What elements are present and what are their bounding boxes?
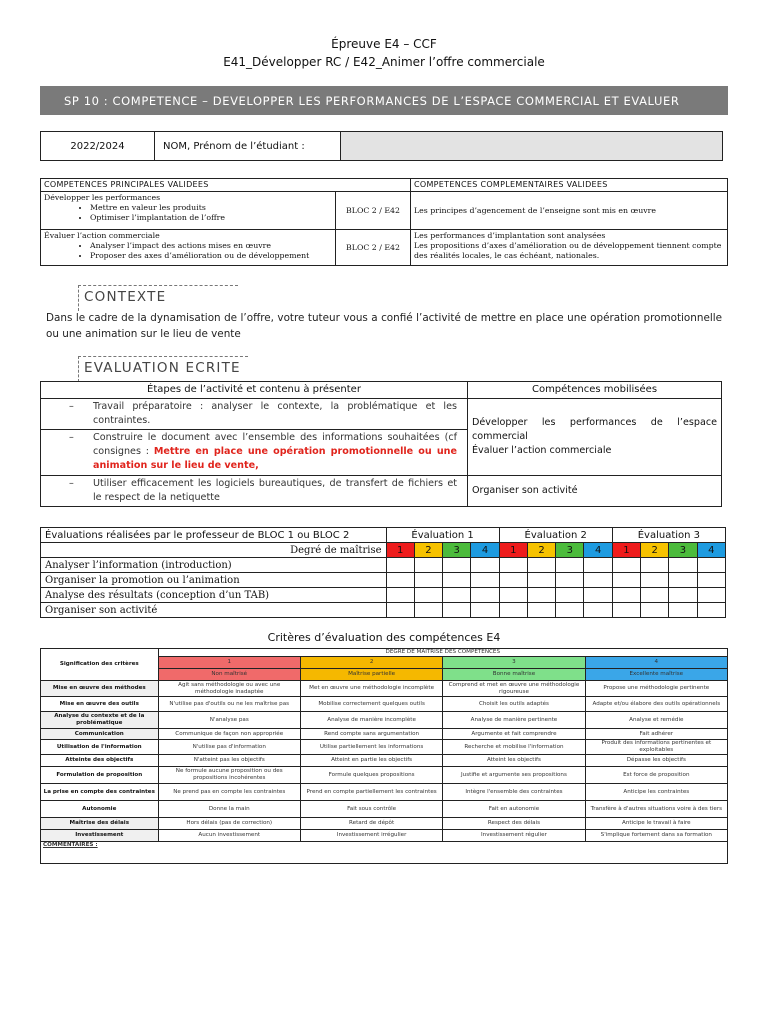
criterion-level-3-description: Investissement régulier (443, 830, 585, 842)
criterion-name: Maîtrise des délais (41, 818, 159, 830)
criterion-level-3-description: Analyse de manière pertinente (443, 712, 585, 729)
criteria-grid-row (41, 729, 728, 740)
grid-level-label: Bonne maîtrise (443, 669, 585, 681)
step-highlight: Mettre en place une opération promotionnelle ou une animation sur le lieu de vente, (93, 446, 457, 471)
criterion-name: Formulation de proposition (41, 767, 159, 784)
criterion-level-3-description: Respect des délais (443, 818, 585, 830)
score-cell[interactable] (414, 588, 442, 603)
level-3-cell: 3 (556, 543, 584, 558)
complement-text: Les performances d’implantation sont analysées (414, 231, 606, 240)
score-cell[interactable] (499, 603, 527, 618)
steps-header: Étapes de l’activité et contenu à présenter (41, 382, 468, 399)
criterion-level-1-description: Hors délais (pas de correction) (158, 818, 300, 830)
criterion-level-4-description: Anticipe les contraintes (585, 784, 727, 801)
criterion-level-2-description: Analyse de manière incomplète (300, 712, 442, 729)
score-cell[interactable] (669, 588, 697, 603)
criterion-level-2-description: Atteint en partie les objectifs (300, 755, 442, 767)
level-2-cell: 2 (641, 543, 669, 558)
score-cell[interactable] (697, 603, 725, 618)
level-1-cell: 1 (612, 543, 640, 558)
criterion-label: Organiser la promotion ou l’animation (41, 573, 387, 588)
criterion-name: Atteinte des objectifs (41, 755, 159, 767)
exam-subtitle: E41_Développer RC / E42_Animer l’offre commerciale (223, 55, 545, 69)
competence-mobilisee: Développer les performances de l’espace commercial (472, 417, 717, 442)
level-4-cell: 4 (584, 543, 612, 558)
competence-item: • Proposer des axes d’amélioration ou de développement (90, 251, 332, 261)
score-cell[interactable] (697, 588, 725, 603)
score-cell[interactable] (414, 558, 442, 573)
criterion-level-1-description: Agit sans méthodologie ou avec une méthodologie inadaptée (158, 681, 300, 697)
criteria-grid-body (41, 681, 728, 842)
criterion-level-4-description: Anticipe le travail à faire (585, 818, 727, 830)
score-cell[interactable] (414, 603, 442, 618)
score-cell[interactable] (471, 603, 499, 618)
competences-mobilisees-header: Compétences mobilisées (468, 382, 722, 399)
competence-list (44, 241, 332, 261)
criteria-grid-row (41, 697, 728, 712)
criterion-level-3-description: Argumente et fait comprendre (443, 729, 585, 740)
score-cell[interactable] (527, 573, 555, 588)
signification-label: Signification des critères (41, 649, 159, 681)
criterion-level-2-description: Mobilise correctement quelques outils (300, 697, 442, 712)
competence-title: Développer les performances (44, 193, 161, 202)
criterion-level-4-description: Dépasse les objectifs (585, 755, 727, 767)
criterion-level-2-description: Rend compte sans argumentation (300, 729, 442, 740)
step-text: Utiliser efficacement les logiciels bureautiques, de transfert de fichiers et le respect de la netiquette (93, 478, 457, 503)
grid-level-number: 3 (443, 657, 585, 669)
level-3-cell: 3 (669, 543, 697, 558)
criterion-level-4-description: Analyse et remédie (585, 712, 727, 729)
competence-mobilisee: Organiser son activité (468, 476, 722, 507)
competence-list (44, 203, 332, 223)
degree-header: DEGRE DE MAITRISE DES COMPETENCES (158, 649, 727, 657)
score-cell[interactable] (584, 603, 612, 618)
score-cell[interactable] (584, 588, 612, 603)
criterion-level-1-description: Ne prend pas en compte les contraintes (158, 784, 300, 801)
criterion-level-3-description: Justifie et argumente ses propositions (443, 767, 585, 784)
criterion-level-2-description: Met en œuvre une méthodologie incomplète (300, 681, 442, 697)
criterion-level-2-description: Formule quelques propositions (300, 767, 442, 784)
criterion-level-3-description: Atteint les objectifs (443, 755, 585, 767)
criteria-grid-row (41, 681, 728, 697)
criterion-level-2-description: Fait sous contrôle (300, 801, 442, 818)
criterion-level-2-description: Prend en compte partiellement les contraintes (300, 784, 442, 801)
professor-evaluations-table (40, 527, 726, 618)
score-cell[interactable] (641, 573, 669, 588)
main-competences-header: COMPETENCES PRINCIPALES VALIDEES (41, 179, 411, 192)
criterion-level-3-description: Choisit les outils adaptés (443, 697, 585, 712)
score-cell[interactable] (499, 573, 527, 588)
score-cell[interactable] (556, 558, 584, 573)
criterion-level-4-description: Produit des informations pertinentes et exploitables (585, 740, 727, 755)
competence-cell (41, 192, 336, 230)
score-cell[interactable] (414, 573, 442, 588)
criterion-label: Organiser son activité (41, 603, 387, 618)
criteria-grid-row (41, 784, 728, 801)
criterion-name: Analyse du contexte et de la problématique (41, 712, 159, 729)
criterion-level-4-description: Est force de proposition (585, 767, 727, 784)
criterion-level-1-description: Communique de façon non appropriée (158, 729, 300, 740)
score-cell[interactable] (499, 588, 527, 603)
level-4-cell: 4 (471, 543, 499, 558)
score-cell[interactable] (641, 588, 669, 603)
dash-bullet: – (69, 478, 74, 489)
level-1-cell: 1 (386, 543, 414, 558)
complement-text: Les propositions d’axes d’amélioration ou de développement tiennent compte des réalités locales, le cas échéant, nationales. (414, 241, 722, 260)
score-cell[interactable] (669, 558, 697, 573)
criterion-level-3-description: Recherche et mobilise l'information (443, 740, 585, 755)
evaluation-ecrite-title: EVALUATION ECRITE (84, 360, 241, 376)
criterion-level-4-description: S'implique fortement dans sa formation (585, 830, 727, 842)
grid-level-number: 2 (300, 657, 442, 669)
criterion-level-2-description: Retard de dépôt (300, 818, 442, 830)
score-cell[interactable] (556, 603, 584, 618)
criterion-name: Autonomie (41, 801, 159, 818)
score-cell[interactable] (669, 573, 697, 588)
score-cell[interactable] (584, 558, 612, 573)
competence-banner (40, 86, 728, 115)
criteria-grid-row (41, 801, 728, 818)
evaluation-3-header: Évaluation 3 (612, 528, 725, 543)
score-cell[interactable] (443, 603, 471, 618)
score-cell[interactable] (612, 558, 640, 573)
complementary-competences-header: COMPETENCES COMPLEMENTAIRES VALIDEES (411, 179, 728, 192)
score-cell[interactable] (556, 588, 584, 603)
student-name-field[interactable] (341, 132, 723, 161)
level-2-cell: 2 (414, 543, 442, 558)
criteria-grid-row (41, 755, 728, 767)
step-row (41, 430, 468, 476)
criteria-grid-row (41, 712, 728, 729)
grid-level-label: Maîtrise partielle (300, 669, 442, 681)
criteria-grid-row (41, 818, 728, 830)
criterion-level-1-description: N'utilise pas d'outils ou ne les maîtrise pas (158, 697, 300, 712)
evaluation-ecrite-table (40, 381, 722, 507)
score-cell[interactable] (612, 573, 640, 588)
score-cell[interactable] (584, 573, 612, 588)
evaluation-1-header: Évaluation 1 (386, 528, 499, 543)
grid-level-label: Non maîtrisé (158, 669, 300, 681)
criterion-level-4-description: Propose une méthodologie pertinente (585, 681, 727, 697)
score-cell[interactable] (386, 573, 414, 588)
criterion-label: Analyser l’information (introduction) (41, 558, 387, 573)
step-text: Construire le document avec l’ensemble des informations souhaitées (cf consignes : (93, 432, 457, 457)
score-cell[interactable] (697, 573, 725, 588)
contexte-title: CONTEXTE (84, 289, 167, 305)
score-cell[interactable] (386, 588, 414, 603)
criteria-grid (40, 648, 728, 864)
criterion-level-4-description: Fait adhérer (585, 729, 727, 740)
criterion-level-2-description: Investissement irrégulier (300, 830, 442, 842)
competence-cell (41, 230, 336, 266)
criterion-name: Mise en œuvre des outils (41, 697, 159, 712)
score-cell[interactable] (443, 588, 471, 603)
criteria-grid-row (41, 830, 728, 842)
criterion-level-3-description: Intègre l'ensemble des contraintes (443, 784, 585, 801)
degree-label: Degré de maîtrise (283, 543, 386, 558)
score-cell[interactable] (443, 573, 471, 588)
bloc-label: BLOC 2 / E42 (336, 192, 411, 230)
score-cell[interactable] (556, 573, 584, 588)
score-cell[interactable] (669, 603, 697, 618)
criterion-name: Mise en œuvre des méthodes (41, 681, 159, 697)
bloc-label: BLOC 2 / E42 (336, 230, 411, 266)
criterion-level-1-description: Ne formule aucune proposition ou des propositions incohérentes (158, 767, 300, 784)
complement-cell (411, 230, 728, 266)
identity-table (40, 131, 723, 161)
criterion-name: Utilisation de l'information (41, 740, 159, 755)
dash-bullet: – (69, 432, 74, 443)
exam-title: Épreuve E4 – CCF (331, 37, 437, 51)
criterion-level-2-description: Utilise partiellement les informations (300, 740, 442, 755)
criterion-level-1-description: N'atteint pas les objectifs (158, 755, 300, 767)
competences-cell (468, 399, 722, 476)
contexte-text: Dans le cadre de la dynamisation de l’offre, votre tuteur vous a confié l’activité de mettre en place une opération promotionnelle ou une animation sur le lieu de vente (46, 312, 722, 340)
grid-level-number: 4 (585, 657, 727, 669)
school-year: 2022/2024 (41, 132, 155, 161)
criterion-label: Analyse des résultats (conception d’un TAB) (41, 588, 387, 603)
level-2-cell: 2 (527, 543, 555, 558)
banner-text: SP 10 : COMPETENCE – DEVELOPPER LES PERFORMANCES DE L’ESPACE COMMERCIAL ET EVALUER (64, 93, 680, 108)
criteria-grid-row (41, 740, 728, 755)
score-cell[interactable] (471, 573, 499, 588)
score-cell[interactable] (471, 588, 499, 603)
evaluations-title: Évaluations réalisées par le professeur de BLOC 1 ou BLOC 2 (41, 528, 387, 543)
criterion-name: La prise en compte des contraintes (41, 784, 159, 801)
criterion-level-4-description: Adapte et/ou élabore des outils opérationnels (585, 697, 727, 712)
complement-text: Les principes d’agencement de l’enseigne sont mis en œuvre (414, 205, 657, 215)
grid-level-number: 1 (158, 657, 300, 669)
score-cell[interactable] (612, 588, 640, 603)
score-cell[interactable] (612, 603, 640, 618)
step-row (41, 476, 468, 507)
criterion-level-1-description: Aucun investissement (158, 830, 300, 842)
competence-item: • Mettre en valeur les produits (90, 203, 332, 213)
competence-mobilisee: Évaluer l’action commerciale (472, 445, 612, 456)
competences-table (40, 178, 728, 266)
criterion-level-3-description: Comprend et met en œuvre une méthodologie rigoureuse (443, 681, 585, 697)
criteria-grid-title: Critères d’évaluation des compétences E4 (267, 631, 501, 644)
dash-bullet: – (69, 401, 74, 412)
level-1-cell: 1 (499, 543, 527, 558)
student-name-label: NOM, Prénom de l’étudiant : (155, 132, 341, 161)
score-cell[interactable] (499, 558, 527, 573)
criterion-level-1-description: N'utilise pas d'information (158, 740, 300, 755)
score-cell[interactable] (641, 558, 669, 573)
score-cell[interactable] (641, 603, 669, 618)
competence-item: • Analyser l’impact des actions mises en œuvre (90, 241, 332, 251)
score-cell[interactable] (386, 603, 414, 618)
level-3-cell: 3 (443, 543, 471, 558)
complement-cell (411, 192, 728, 230)
competence-title: Évaluer l’action commerciale (44, 231, 160, 240)
spacer (41, 543, 283, 558)
criterion-name: Communication (41, 729, 159, 740)
score-cell[interactable] (443, 558, 471, 573)
criterion-name: Investissement (41, 830, 159, 842)
score-cell[interactable] (527, 558, 555, 573)
evaluation-2-header: Évaluation 2 (499, 528, 612, 543)
score-cell[interactable] (527, 603, 555, 618)
criterion-level-1-description: Donne la main (158, 801, 300, 818)
grid-level-label: Excellente maîtrise (585, 669, 727, 681)
step-text: Travail préparatoire : analyser le contexte, la problématique et les contraintes. (93, 401, 457, 426)
score-cell[interactable] (471, 558, 499, 573)
score-cell[interactable] (697, 558, 725, 573)
comments-field[interactable]: COMMENTAIRES : (41, 842, 728, 864)
step-row (41, 399, 468, 430)
level-4-cell: 4 (697, 543, 725, 558)
criteria-grid-row (41, 767, 728, 784)
criterion-level-1-description: N'analyse pas (158, 712, 300, 729)
competence-item: • Optimiser l’implantation de l’offre (90, 213, 332, 223)
score-cell[interactable] (386, 558, 414, 573)
criterion-level-4-description: Transfère à d'autres situations voire à des tiers (585, 801, 727, 818)
score-cell[interactable] (527, 588, 555, 603)
criterion-level-3-description: Fait en autonomie (443, 801, 585, 818)
